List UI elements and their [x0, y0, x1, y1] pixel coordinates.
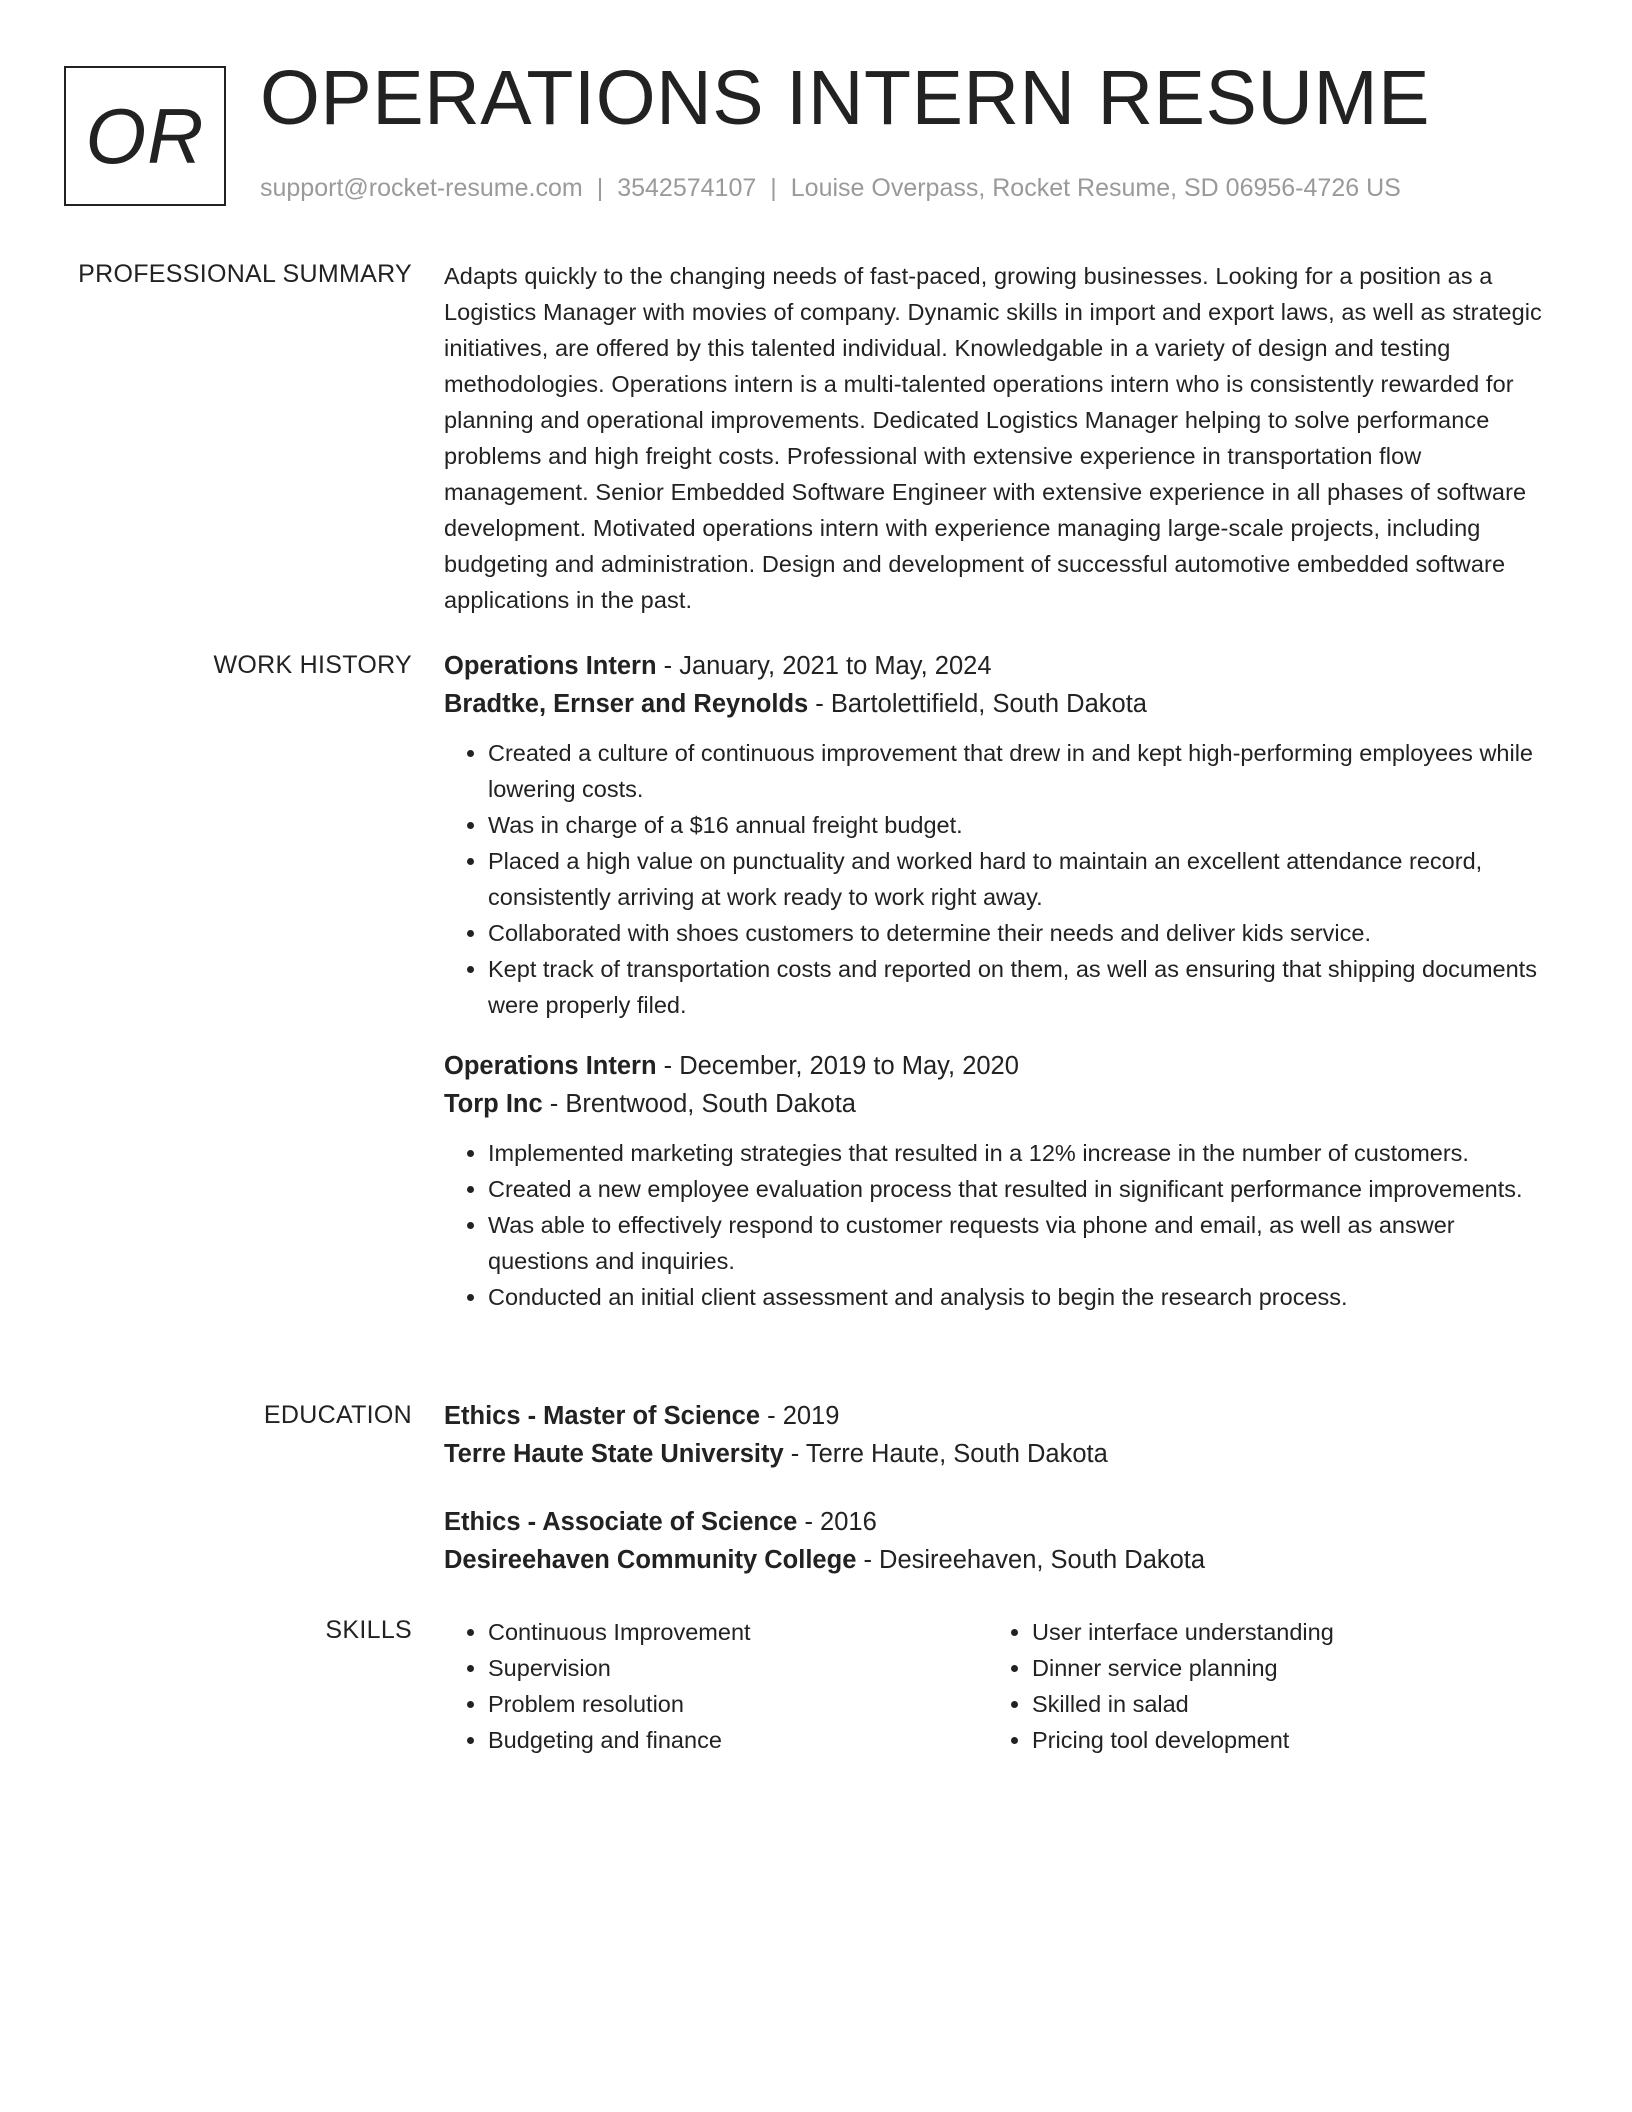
- degree-year: - 2016: [797, 1508, 877, 1536]
- degree: Ethics - Master of Science: [444, 1402, 761, 1430]
- school-location: - Terre Haute, South Dakota: [783, 1440, 1108, 1468]
- job-entry: [444, 1047, 1544, 1315]
- contact-separator: |: [596, 174, 604, 202]
- job-company: Bradtke, Ernser and Reynolds: [444, 690, 809, 718]
- job-bullet: • Implemented marketing strategies that resulted in a 12% increase in the number of customers.: [488, 1135, 1544, 1171]
- job-bullets: [444, 735, 1544, 1023]
- job-dates: - December, 2019 to May, 2020: [656, 1052, 1019, 1080]
- section-label-skills: SKILLS: [325, 1616, 412, 1644]
- job-dates: - January, 2021 to May, 2024: [656, 652, 992, 680]
- job-bullet: • Created a culture of continuous improvement that drew in and kept high-performing employees while lowering costs.: [488, 735, 1544, 807]
- job-bullet: • Kept track of transportation costs and reported on them, as well as ensuring that shipping documents were properly filed.: [488, 951, 1544, 1023]
- job-location: - Brentwood, South Dakota: [542, 1090, 856, 1118]
- school: Desireehaven Community College: [444, 1546, 857, 1574]
- education-entry: [444, 1503, 1544, 1579]
- skill-item: • User interface understanding: [1032, 1614, 1508, 1650]
- job-company-line: [444, 685, 1544, 723]
- skill-item: • Supervision: [488, 1650, 964, 1686]
- section-label-education: EDUCATION: [263, 1401, 412, 1429]
- contact-address: Louise Overpass, Rocket Resume, SD 06956-4726 US: [790, 174, 1401, 202]
- job-title: Operations Intern: [444, 1052, 657, 1080]
- skill-item: • Problem resolution: [488, 1686, 964, 1722]
- skill-item: • Dinner service planning: [1032, 1650, 1508, 1686]
- skill-item: • Pricing tool development: [1032, 1722, 1508, 1758]
- job-bullet: • Collaborated with shoes customers to determine their needs and deliver kids service.: [488, 915, 1544, 951]
- section-label-work-history: WORK HISTORY: [213, 651, 412, 679]
- degree-line: [444, 1397, 1544, 1435]
- resume-title: OPERATIONS INTERN RESUME: [260, 55, 1430, 141]
- job-bullet: • Was able to effectively respond to customer requests via phone and email, as well as answer questions and inquiries.: [488, 1207, 1544, 1279]
- school-line: [444, 1435, 1544, 1473]
- job-entry: [444, 647, 1544, 1023]
- job-bullet: • Was in charge of a $16 annual freight budget.: [488, 807, 1544, 843]
- skills-column-right: [988, 1614, 1508, 1758]
- skill-item: • Continuous Improvement: [488, 1614, 964, 1650]
- job-bullet: • Conducted an initial client assessment and analysis to begin the research process.: [488, 1279, 1544, 1315]
- contact-phone[interactable]: 3542574107: [617, 174, 757, 202]
- job-title-line: [444, 647, 1544, 685]
- job-location: - Bartolettifield, South Dakota: [808, 690, 1147, 718]
- job-title: Operations Intern: [444, 652, 657, 680]
- skill-item: • Skilled in salad: [1032, 1686, 1508, 1722]
- skill-item: • Budgeting and finance: [488, 1722, 964, 1758]
- school-location: - Desireehaven, South Dakota: [856, 1546, 1206, 1574]
- skills-column-left: [444, 1614, 964, 1758]
- monogram-logo: OR: [64, 66, 226, 206]
- work-history-body: [444, 647, 1544, 1315]
- contact-line: [260, 174, 1401, 203]
- skills-body: [444, 1614, 1544, 1764]
- section-label-summary: PROFESSIONAL SUMMARY: [78, 260, 412, 288]
- school-line: [444, 1541, 1544, 1579]
- degree: Ethics - Associate of Science: [444, 1508, 798, 1536]
- education-body: [444, 1397, 1544, 1579]
- degree-year: - 2019: [760, 1402, 840, 1430]
- job-bullets: [444, 1135, 1544, 1315]
- school: Terre Haute State University: [444, 1440, 784, 1468]
- job-company: Torp Inc: [444, 1090, 543, 1118]
- contact-separator: |: [770, 174, 777, 202]
- job-bullet: • Placed a high value on punctuality and worked hard to maintain an excellent attendance record, consistently arriving at work ready to work right away.: [488, 843, 1544, 915]
- summary-body: [444, 258, 1544, 618]
- summary-text: Adapts quickly to the changing needs of fast-paced, growing businesses. Looking for a position as a Logistics Manager with movies of company. Dynamic skills in import and export laws, as well as strategic initiatives, are offered by this talented individual. Knowledgable in a variety of design and testing methodologies. Operations intern is a multi-talented operations intern who is consistently rewarded for planning and operational improvements. Dedicated Logistics Manager helping to solve performance problems and high freight costs. Professional with extensive experience in transportation flow management. Senior Embedded Software Engineer with extensive experience in all phases of software development. Motivated operations intern with experience managing large-scale projects, including budgeting and administration. Design and development of successful automotive embedded software applications in the past.: [444, 263, 1542, 613]
- education-entry: [444, 1397, 1544, 1473]
- job-company-line: [444, 1085, 1544, 1123]
- job-title-line: [444, 1047, 1544, 1085]
- contact-email[interactable]: support@rocket-resume.com: [260, 174, 583, 202]
- degree-line: [444, 1503, 1544, 1541]
- job-bullet: • Created a new employee evaluation process that resulted in significant performance improvements.: [488, 1171, 1544, 1207]
